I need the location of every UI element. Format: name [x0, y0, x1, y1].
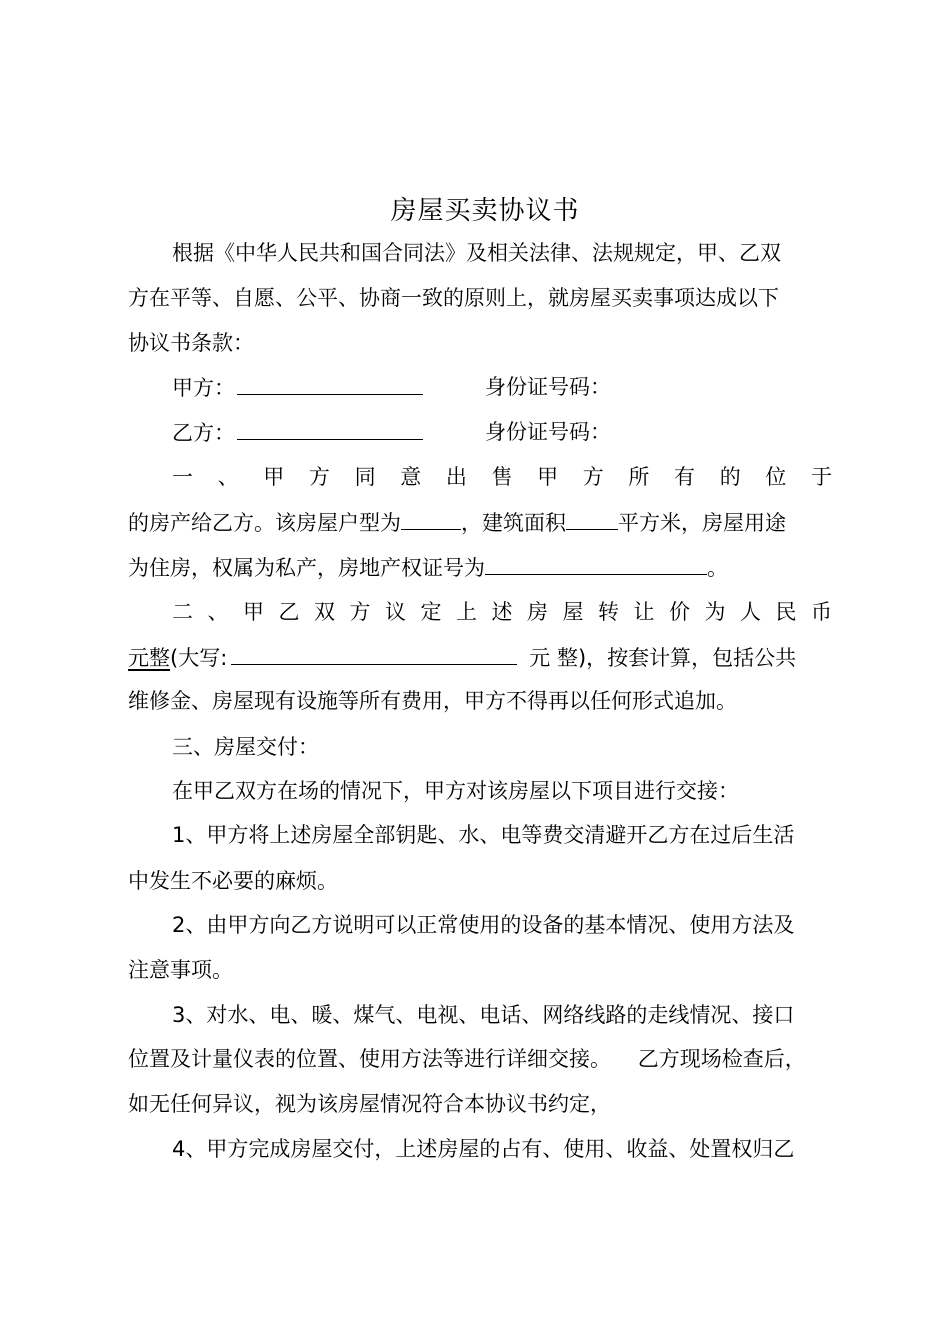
property-cert-field[interactable]: [485, 552, 707, 575]
clause2-char: 人: [740, 600, 761, 624]
item2-line-1: 2、由甲方向乙方说明可以正常使用的设备的基本情况、使用方法及: [172, 913, 795, 937]
document-title: 房屋买卖协议书: [390, 196, 580, 226]
clause2-line-1: [172, 597, 832, 627]
item2-line-2: 注意事项。: [128, 958, 233, 982]
clause1-char: 售: [491, 465, 513, 489]
clause2-char: 双: [314, 600, 335, 624]
item4-line-1: 4、甲方完成房屋交付，上述房屋的占有、使用、收益、处置权归乙: [172, 1137, 795, 1161]
clause2-char: 定: [420, 600, 442, 624]
clause1-char: 、: [217, 465, 239, 489]
clause2-char: 上: [456, 600, 477, 624]
clause2-char: 二: [172, 600, 193, 624]
clause3-intro: 在甲乙双方在场的情况下，甲方对该房屋以下项目进行交接：: [172, 779, 739, 803]
clause2-char: 价: [669, 600, 690, 624]
clause2-char: 屋: [562, 600, 584, 624]
clause1-char: 位: [765, 465, 787, 489]
clause2-char: 乙: [278, 600, 300, 624]
clause1-char: 方: [582, 465, 604, 489]
party-b-row: [172, 417, 832, 447]
clause1-char: 出: [445, 465, 467, 489]
clause1-line-2: [128, 507, 832, 537]
clause2-line-2: [128, 642, 832, 672]
clause1-text-c: 平方米，房屋用途: [618, 511, 786, 535]
price-words-field[interactable]: [231, 642, 517, 665]
clause1-text-e: 。: [707, 556, 728, 580]
item3-line-3: 如无任何异议，视为该房屋情况符合本协议书约定，: [128, 1092, 611, 1116]
party-a-row: [172, 372, 832, 402]
clause2-text-c: 元 整)，按套计算，包括公共: [529, 646, 797, 670]
clause2-char: 、: [207, 600, 229, 624]
clause2-char: 为: [704, 600, 726, 624]
clause1-char: 所: [628, 465, 650, 489]
clause3-heading: 三、房屋交付：: [172, 735, 319, 759]
clause2-char: 币: [811, 600, 832, 624]
clause1-char: 甲: [263, 465, 285, 489]
clause1-line-3: [128, 552, 832, 582]
clause1-char: 意: [400, 465, 422, 489]
item1-line-2: 中发生不必要的麻烦。: [128, 869, 338, 893]
clause2-char: 甲: [243, 600, 264, 624]
intro-line-2: 方在平等、自愿、公平、协商一致的原则上，就房屋买卖事项达成以下: [128, 286, 779, 310]
area-field[interactable]: [566, 507, 618, 530]
clause2-char: 议: [385, 600, 406, 624]
yuan-zheng-text: 元整: [128, 646, 170, 670]
clause1-char: 于: [810, 465, 832, 489]
party-b-id-label: 身份证号码：: [485, 420, 611, 444]
clause1-char: 方: [308, 465, 330, 489]
clause1-text-a: 的房产给乙方。该房屋户型为: [128, 511, 401, 535]
clause1-text-d: 为住房，权属为私产，房地产权证号为: [128, 556, 485, 580]
party-a-id-label: 身份证号码：: [485, 375, 611, 399]
intro-line-1: 根据《中华人民共和国合同法》及相关法律、法规规定，甲、乙双: [172, 241, 781, 265]
item1-line-1: 1、甲方将上述房屋全部钥匙、水、电等费交清避开乙方在过后生活: [172, 823, 795, 847]
clause1-char: 同: [354, 465, 376, 489]
house-type-field[interactable]: [401, 507, 461, 530]
clause2-char: 民: [775, 600, 797, 624]
clause1-line-1: [172, 462, 832, 492]
clause1-char: 有: [674, 465, 696, 489]
clause2-char: 转: [598, 600, 619, 624]
item3-line-2: 位置及计量仪表的位置、使用方法等进行详细交接。 乙方现场检查后，: [128, 1047, 806, 1071]
party-b-name-field[interactable]: [237, 417, 423, 440]
intro-line-3: 协议书条款：: [128, 331, 254, 355]
clause1-text-b: ，建筑面积: [461, 511, 566, 535]
clause2-char: 房: [527, 600, 548, 624]
daxie-label: (大写:: [170, 646, 228, 670]
clause2-line-3: 维修金、房屋现有设施等所有费用，甲方不得再以任何形式追加。: [128, 689, 737, 713]
item3-line-1: 3、对水、电、暖、煤气、电视、电话、网络线路的走线情况、接口: [172, 1003, 795, 1027]
clause1-char: 一: [172, 465, 193, 489]
clause1-char: 的: [719, 465, 741, 489]
clause2-char: 方: [349, 600, 371, 624]
party-a-name-field[interactable]: [237, 372, 423, 395]
clause2-char: 述: [491, 600, 513, 624]
party-b-label: 乙方：: [172, 421, 235, 445]
party-a-label: 甲方：: [172, 376, 235, 400]
clause1-char: 甲: [537, 465, 559, 489]
clause2-char: 让: [633, 600, 655, 624]
